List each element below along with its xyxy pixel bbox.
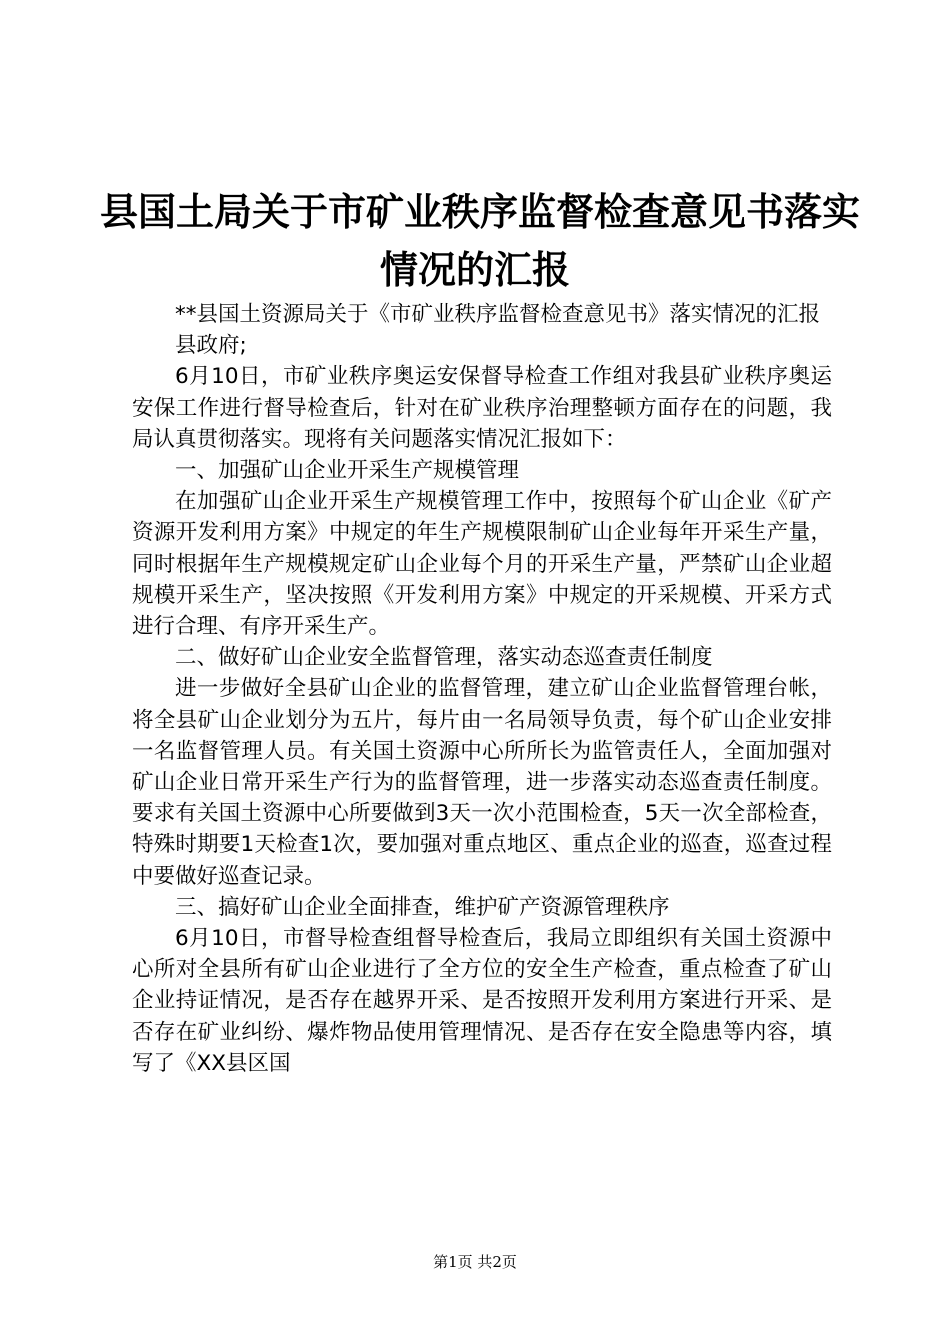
page-number-footer: 第1页 共2页 [433,1253,517,1271]
section-heading-2: 二、做好矿山企业安全监督管理，落实动态巡查责任制度 [175,645,713,671]
document-title-line-1: 县国土局关于市矿业秩序监督检查意见书落实 [100,189,861,234]
section-3-paragraph: 6月10日，市督导检查组督导检查后，我局立即组织有关国土资源中心所对全县所有矿山企业进行了全方位的安全生产检查，重点检查了矿山企业持证情况，是否存在越界开采、是否按照开发利用方案进行开采、是否存在矿业纠纷、爆炸物品使用管理情况、是否存在安全隐患等内容，填写了《XX县区国 [132,926,832,1076]
salutation-paragraph: 县政府; [175,333,247,359]
section-heading-3: 三、搞好矿山企业全面排查，维护矿产资源管理秩序 [175,894,670,920]
section-heading-1: 一、加强矿山企业开采生产规模管理 [175,458,520,484]
section-1-paragraph: 在加强矿山企业开采生产规模管理工作中，按照每个矿山企业《矿产资源开发利用方案》中规定的年生产规模限制矿山企业每年开采生产量，同时根据年生产规模规定矿山企业每个月的开采生产量，严禁矿山企业超规模开采生产，坚决按照《开发利用方案》中规定的开采规模、开采方式进行合理、有序开采生产。 [132,489,832,640]
document-body [132,299,832,1079]
section-2-paragraph: 进一步做好全县矿山企业的监督管理，建立矿山企业监督管理台帐，将全县矿山企业划分为五片，每片由一名局领导负责，每个矿山企业安排一名监督管理人员。有关国土资源中心所所长为监管责任人，全面加强对矿山企业日常开采生产行为的监督管理，进一步落实动态巡查责任制度。要求有关国土资源中心所要做到3天一次小范围检查，5天一次全部检查，特殊时期要1天检查1次，要加强对重点地区、重点企业的巡查，巡查过程中要做好巡查记录。 [132,676,832,889]
document-title-line-2: 情况的汇报 [379,247,570,292]
intro-paragraph: 6月10日，市矿业秩序奥运安保督导检查工作组对我县矿业秩序奥运安保工作进行督导检查后，针对在矿业秩序治理整顿方面存在的问题，我局认真贯彻落实。现将有关问题落实情况汇报如下： [132,364,832,452]
report-subtitle-paragraph: **县国土资源局关于《市矿业秩序监督检查意见书》落实情况的汇报 [175,302,821,327]
